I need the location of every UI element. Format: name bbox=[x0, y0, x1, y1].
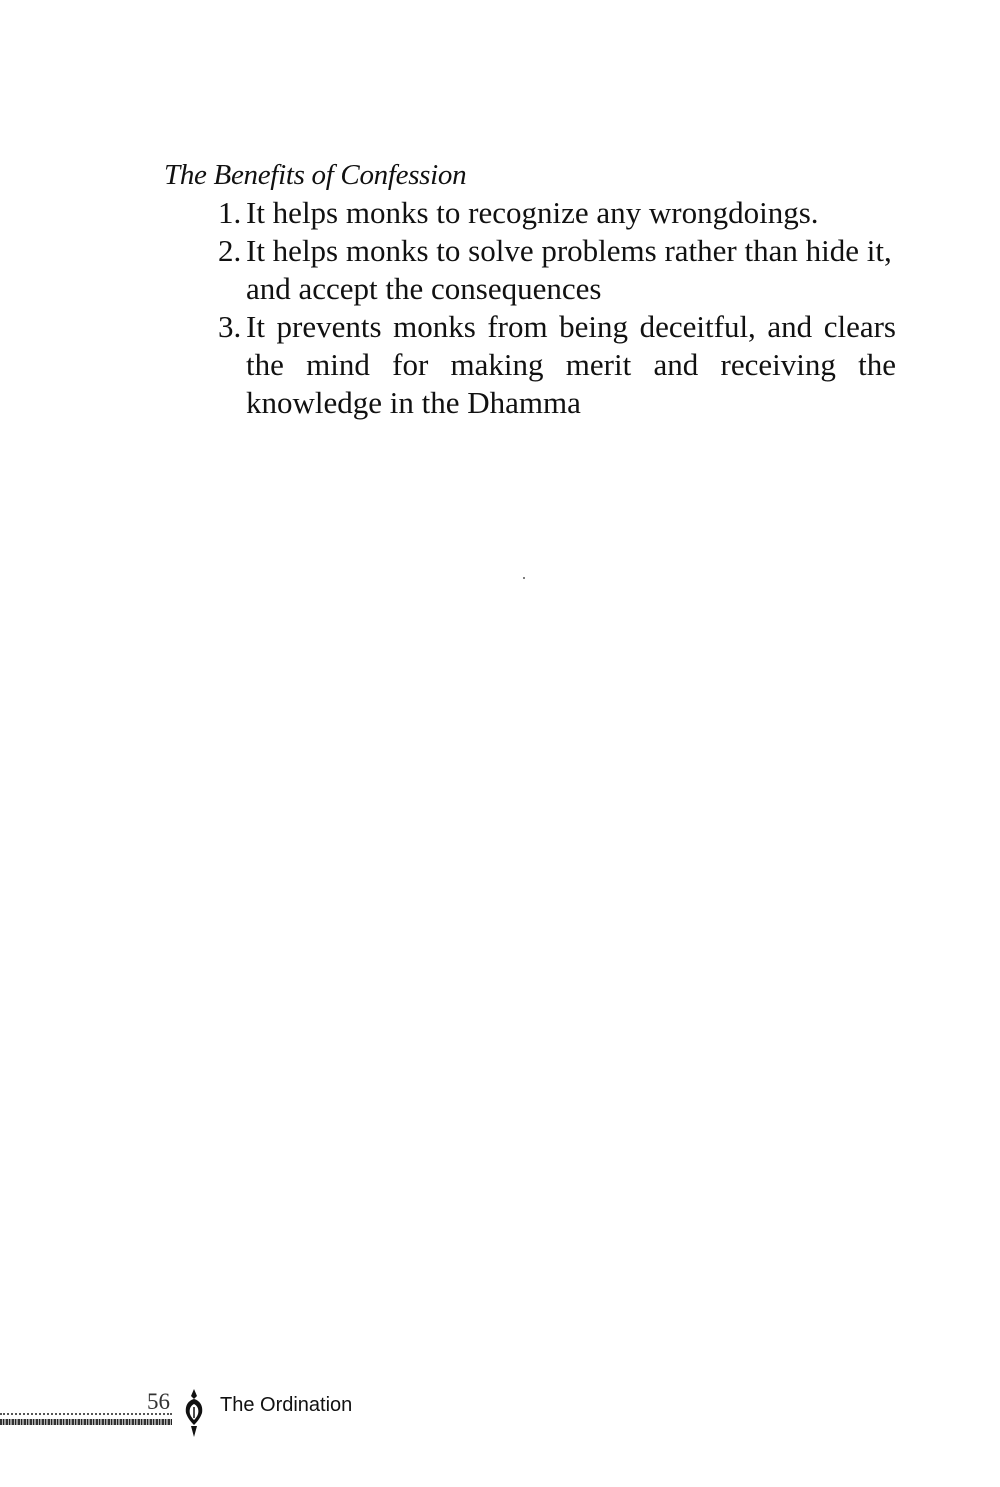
benefit-text: It helps monks to recognize any wrongdoings. bbox=[246, 195, 819, 230]
page-footer bbox=[0, 1385, 1000, 1445]
benefit-text: It prevents monks from being deceitful, and clears the mind for making merit and receiving the knowledge in the Dhamma bbox=[246, 309, 896, 420]
page-number: 56 bbox=[147, 1389, 170, 1414]
lotus-ornament-icon bbox=[182, 1387, 206, 1439]
benefit-list bbox=[218, 194, 896, 422]
benefit-number: 1. bbox=[218, 195, 242, 230]
benefit-number: 2. bbox=[218, 233, 242, 268]
benefit-text: It helps monks to solve problems rather than hide it, and accept the consequences bbox=[246, 233, 892, 306]
stray-dot bbox=[523, 577, 525, 579]
footer-patterned-band bbox=[0, 1419, 172, 1425]
section-heading: The Benefits of Confession bbox=[164, 159, 467, 191]
benefit-number: 3. bbox=[218, 309, 242, 344]
benefit-item-2 bbox=[218, 232, 896, 308]
benefit-item-1 bbox=[218, 194, 896, 232]
benefit-item-3 bbox=[218, 308, 896, 422]
running-title: The Ordination bbox=[220, 1394, 353, 1416]
